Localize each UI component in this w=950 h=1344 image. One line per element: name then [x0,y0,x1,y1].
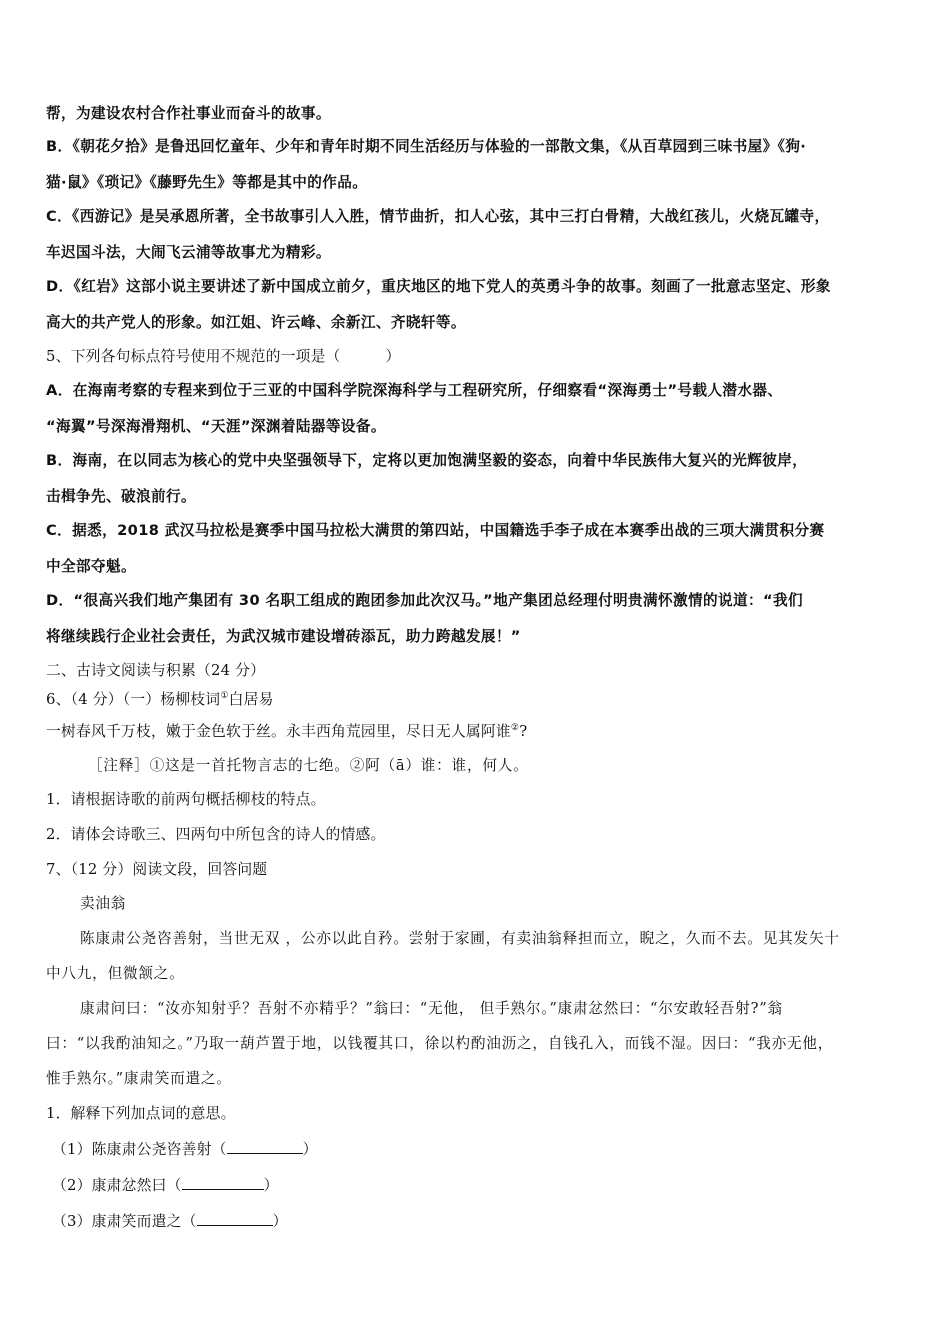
q7-item-3 [52,1211,288,1232]
q7-para2-line2: 曰：“以我酌油知之。”乃取一葫芦置于地，以钱覆其口，徐以杓酌油沥之，自钱孔入，而钱不湿。因曰：“我亦无他， [46,1035,834,1052]
q7-item-2 [52,1175,279,1196]
poem-end: ? [519,723,528,740]
q4-option-b-line1: B．《朝花夕拾》是鲁迅回忆童年、少年和青年时期不同生活经历与体验的一部散文集，《从百草园到三味书屋》《狗· [46,138,807,155]
q6-note: ［注释］①这是一首托物言志的七绝。②阿（ā）谁：谁，何人。 [88,757,529,774]
q7-para2-line1: 康肃问曰：“汝亦知射乎？吾射不亦精乎？”翁曰：“无他， 但手熟尔。”康肃忿然曰：“尔安敢轻吾射?”翁 [80,1000,783,1017]
answer-blank-1[interactable] [227,1139,303,1154]
answer-blank-2[interactable] [182,1175,264,1190]
q5-stem: 5、下列各句标点符号使用不规范的一项是（ ） [46,348,401,365]
q7-item-1-text: （1）陈康肃公尧咨善射（ [52,1141,227,1158]
q5-option-d-line2: 将继续践行企业社会责任，为武汉城市建设增砖添瓦，助力跨越发展！” [46,628,521,645]
footnote-marker-2: ② [510,723,520,733]
q6-stem-text: 6、（4 分）（一）杨柳枝词 [46,691,221,708]
poem-text: 一树春风千万枝，嫩于金色软于丝。永丰西角荒园里，尽日无人属阿谁 [46,723,511,740]
q7-item-3-text: （3）康肃笑而遣之（ [52,1213,197,1230]
q4-option-c-line1: C．《西游记》是吴承恩所著，全书故事引人入胜，情节曲折，扣人心弦，其中三打白骨精，大战红孩儿，火烧瓦罐寺， [46,208,830,225]
q7-item-2-text: （2）康肃忿然曰（ [52,1177,182,1194]
q7-item-1-close: ） [302,1141,318,1158]
q6-poem [46,722,527,742]
q6-stem [46,690,274,710]
q4-option-d-line1: D．《红岩》这部小说主要讲述了新中国成立前夕，重庆地区的地下党人的英勇斗争的故事。刻画了一批意志坚定、形象 [46,278,831,295]
section-2-heading: 二、古诗文阅读与积累（24 分） [46,662,266,679]
q7-passage-title: 卖油翁 [80,895,127,912]
q7-sub1: 1．解释下列加点词的意思。 [46,1105,236,1122]
q4-option-b-line2: 猫·鼠》《琐记》《藤野先生》等都是其中的作品。 [46,174,368,191]
q5-option-b-line1: B．海南，在以同志为核心的党中央坚强领导下，定将以更加饱满坚毅的姿态，向着中华民族伟大复兴的光辉彼岸， [46,452,808,469]
q6-sub2: 2．请体会诗歌三、四两句中所包含的诗人的情感。 [46,826,386,843]
continuation-line: 帮，为建设农村合作社事业而奋斗的故事。 [46,105,331,122]
q5-option-b-line2: 击楫争先、破浪前行。 [46,488,196,505]
q7-item-1 [52,1139,318,1160]
q5-option-c-line1: C．据悉，2018 武汉马拉松是赛季中国马拉松大满贯的第四站，中国籍选手李子成在本赛季出战的三项大满贯积分赛 [46,522,825,539]
q7-stem: 7、（12 分）阅读文段，回答问题 [46,861,268,878]
answer-blank-3[interactable] [197,1211,273,1226]
q5-option-d-line1: D．“很高兴我们地产集团有 30 名职工组成的跑团参加此次汉马。”地产集团总经理付明贵满怀激情的说道：“我们 [46,592,803,609]
footnote-marker-1: ① [220,691,229,701]
q5-option-c-line2: 中全部夺魁。 [46,558,136,575]
q7-item-3-close: ） [272,1213,288,1230]
q5-option-a-line1: A．在海南考察的专程来到位于三亚的中国科学院深海科学与工程研究所，仔细察看“深海勇士”号载人潜水器、 [46,382,783,399]
q6-sub1: 1．请根据诗歌的前两句概括柳枝的特点。 [46,791,326,808]
q7-para2-line3: 惟手熟尔。”康肃笑而遣之。 [46,1070,232,1087]
q7-para1-line2: 中八九，但微颔之。 [46,965,185,982]
q7-item-2-close: ） [263,1177,279,1194]
q7-para1-line1: 陈康肃公尧咨善射，当世无双 ，公亦以此自矜。尝射于家圃，有卖油翁释担而立，睨之，久而不去。见其发矢十 [80,930,840,947]
q5-option-a-line2: “海翼”号深海滑翔机、“天涯”深渊着陆器等设备。 [46,418,386,435]
q6-author: 白居易 [228,691,274,708]
q4-option-c-line2: 车迟国斗法，大闹飞云浦等故事尤为精彩。 [46,244,331,261]
q4-option-d-line2: 高大的共产党人的形象。如江姐、许云峰、余新江、齐晓轩等。 [46,314,466,331]
